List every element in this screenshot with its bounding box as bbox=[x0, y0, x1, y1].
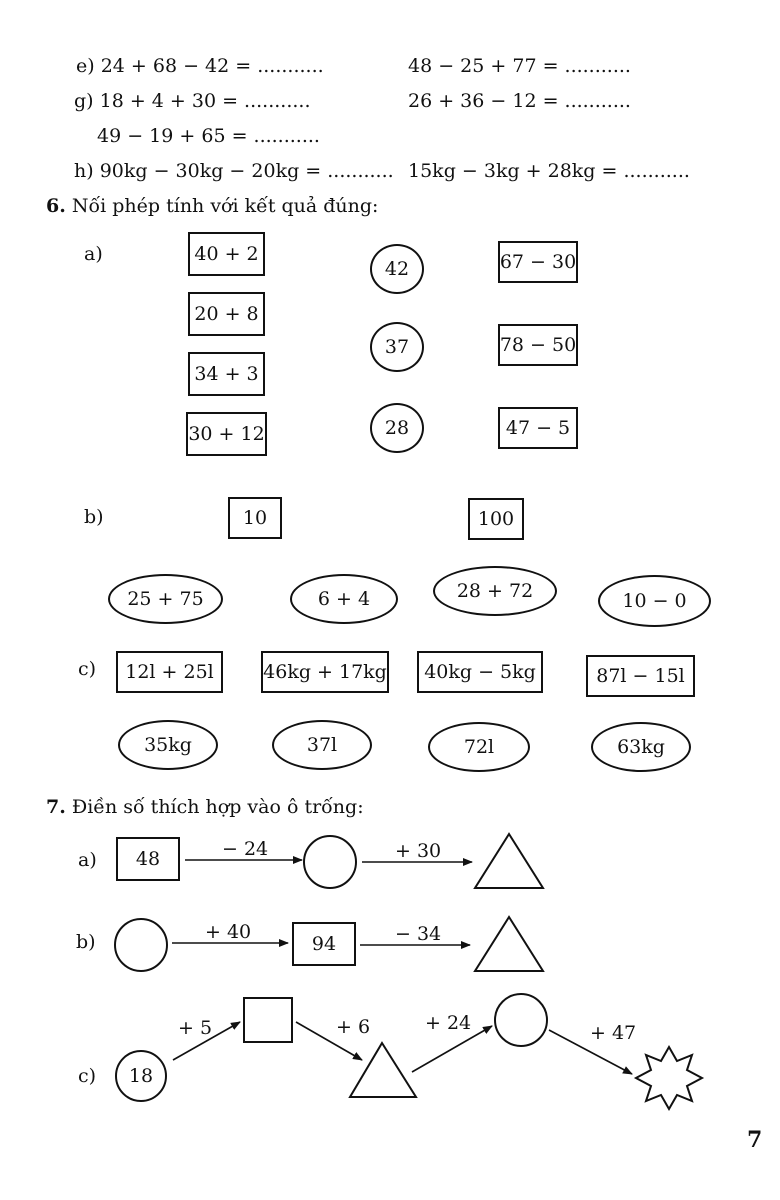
ex7-title: Điền số thích hợp vào ô trống: bbox=[71, 796, 364, 818]
ex6-a-label: a) bbox=[84, 243, 103, 265]
ex5-e-left: e) 24 + 68 − 42 = ........... bbox=[76, 55, 324, 77]
ex6-a-box-20-plus-8[interactable]: 20 + 8 bbox=[188, 292, 265, 336]
ex7-a-op2: + 30 bbox=[395, 840, 442, 862]
ex6-c-oval-37l[interactable]: 37l bbox=[272, 720, 372, 770]
ex6-number: 6. bbox=[46, 195, 66, 217]
ex6-a-box-78-minus-50[interactable]: 78 − 50 bbox=[498, 324, 578, 366]
ex5-h-left: h) 90kg − 30kg − 20kg = ........... bbox=[74, 160, 394, 182]
ex6-b-box-100[interactable]: 100 bbox=[468, 498, 524, 540]
ex7-b-mid-box: 94 bbox=[292, 922, 356, 966]
ex7-b-op2: − 34 bbox=[395, 923, 442, 945]
ex7-c-square[interactable] bbox=[244, 998, 292, 1042]
ex5-h-right: 15kg − 3kg + 28kg = ........... bbox=[408, 160, 690, 182]
ex6-b-box-10[interactable]: 10 bbox=[228, 497, 282, 539]
ex6-a-box-40-plus-2[interactable]: 40 + 2 bbox=[188, 232, 265, 276]
ex7-b-triangle[interactable] bbox=[475, 917, 543, 971]
ex7-c-triangle[interactable] bbox=[350, 1043, 416, 1097]
ex6-title: Nối phép tính với kết quả đúng: bbox=[71, 195, 379, 217]
ex7-c-op4: + 47 bbox=[590, 1022, 637, 1044]
ex7-c-star[interactable] bbox=[636, 1047, 702, 1109]
ex6-a-box-34-plus-3[interactable]: 34 + 3 bbox=[188, 352, 265, 396]
ex6-b-label: b) bbox=[84, 506, 104, 528]
ex6-b-oval-25-plus-75[interactable]: 25 + 75 bbox=[108, 574, 223, 624]
ex6-c-oval-35kg[interactable]: 35kg bbox=[118, 720, 218, 770]
ex7-a-op1: − 24 bbox=[222, 838, 269, 860]
ex6-a-circle-37[interactable]: 37 bbox=[370, 322, 424, 372]
page-number: 7 bbox=[747, 1127, 763, 1153]
ex6-c-label: c) bbox=[78, 658, 97, 680]
ex5-g-left: g) 18 + 4 + 30 = ........... bbox=[74, 90, 311, 112]
ex5-g-extra: 49 − 19 + 65 = ........... bbox=[97, 125, 320, 147]
ex6-b-oval-10-minus-0[interactable]: 10 − 0 bbox=[598, 575, 711, 627]
ex7-a-triangle[interactable] bbox=[475, 834, 543, 888]
ex7-a-label: a) bbox=[78, 849, 97, 871]
ex6-b-oval-28-plus-72[interactable]: 28 + 72 bbox=[433, 566, 557, 616]
ex7-b-op1: + 40 bbox=[205, 921, 252, 943]
ex6-c-box-40kg-minus-5kg[interactable]: 40kg − 5kg bbox=[417, 651, 543, 693]
ex7-c-op1: + 5 bbox=[178, 1017, 213, 1039]
ex6-c-box-87l-minus-15l[interactable]: 87l − 15l bbox=[586, 655, 695, 697]
ex7-c-op3: + 24 bbox=[425, 1012, 472, 1034]
ex6-c-box-12l-plus-25l[interactable]: 12l + 25l bbox=[116, 651, 223, 693]
ex7-b-circle[interactable] bbox=[115, 919, 167, 971]
ex7-a-circle[interactable] bbox=[304, 836, 356, 888]
ex6-a-box-67-minus-30[interactable]: 67 − 30 bbox=[498, 241, 578, 283]
ex7-c-start-circle: 18 bbox=[115, 1050, 167, 1102]
ex6-c-box-46kg-plus-17kg[interactable]: 46kg + 17kg bbox=[261, 651, 389, 693]
ex7-a-start-box: 48 bbox=[116, 837, 180, 881]
ex6-b-oval-6-plus-4[interactable]: 6 + 4 bbox=[290, 574, 398, 624]
ex7-c-label: c) bbox=[78, 1065, 97, 1087]
ex6-c-oval-72l[interactable]: 72l bbox=[428, 722, 530, 772]
ex6-a-box-47-minus-5[interactable]: 47 − 5 bbox=[498, 407, 578, 449]
ex6-c-oval-63kg[interactable]: 63kg bbox=[591, 722, 691, 772]
ex6-a-circle-42[interactable]: 42 bbox=[370, 244, 424, 294]
ex7-c-op2: + 6 bbox=[336, 1016, 371, 1038]
ex7-c-circle[interactable] bbox=[495, 994, 547, 1046]
ex5-e-right: 48 − 25 + 77 = ........... bbox=[408, 55, 631, 77]
ex7-number: 7. bbox=[46, 796, 66, 818]
ex5-g-right: 26 + 36 − 12 = ........... bbox=[408, 90, 631, 112]
ex6-a-box-30-plus-12[interactable]: 30 + 12 bbox=[186, 412, 267, 456]
ex6-a-circle-28[interactable]: 28 bbox=[370, 403, 424, 453]
ex7-b-label: b) bbox=[76, 931, 96, 953]
